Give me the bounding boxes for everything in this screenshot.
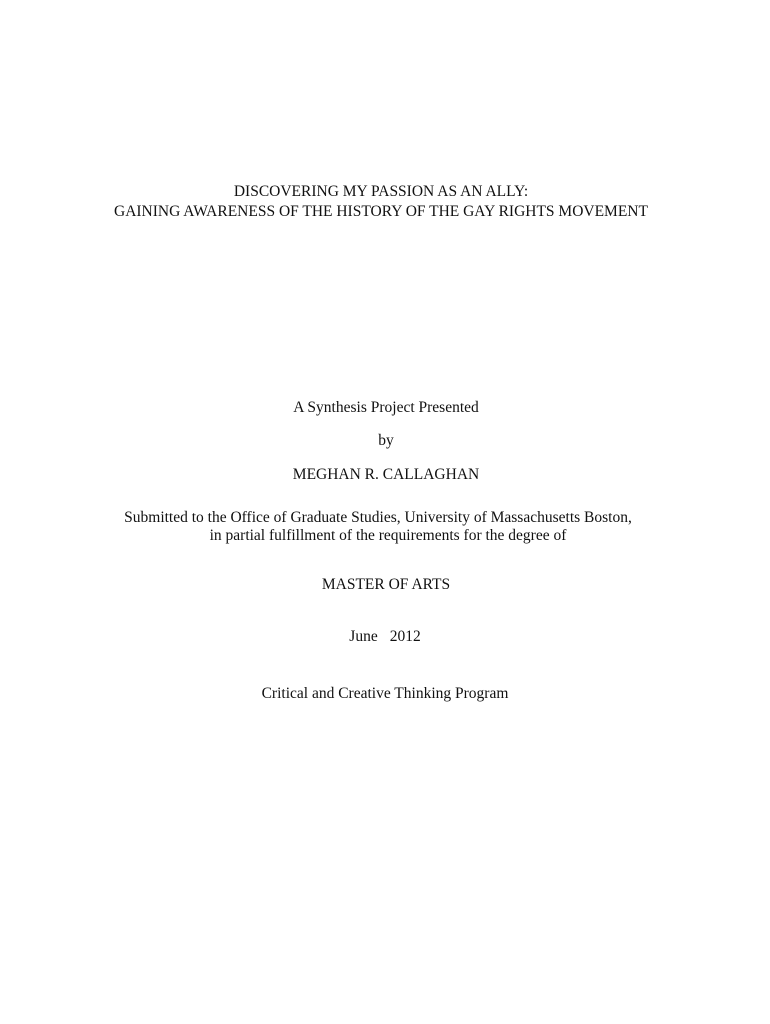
title-line-2: GAINING AWARENESS OF THE HISTORY OF THE GAY RIGHTS MOVEMENT — [114, 203, 648, 220]
by-label: by — [378, 432, 394, 449]
title-line-1: DISCOVERING MY PASSION AS AN ALLY: — [233, 183, 529, 200]
author-name: MEGHAN R. CALLAGHAN — [292, 466, 480, 483]
date-year: 2012 — [389, 628, 421, 645]
date-month: June — [349, 628, 378, 645]
submission-line-1: Submitted to the Office of Graduate Studies, University of Massachusetts Boston, — [124, 509, 632, 526]
program-name: Critical and Creative Thinking Program — [261, 685, 509, 702]
presentation-label: A Synthesis Project Presented — [293, 399, 479, 416]
submission-date — [0, 627, 770, 647]
degree-name: MASTER OF ARTS — [321, 576, 451, 593]
submission-line-2: in partial fulfillment of the requirements for the degree of — [209, 527, 567, 544]
